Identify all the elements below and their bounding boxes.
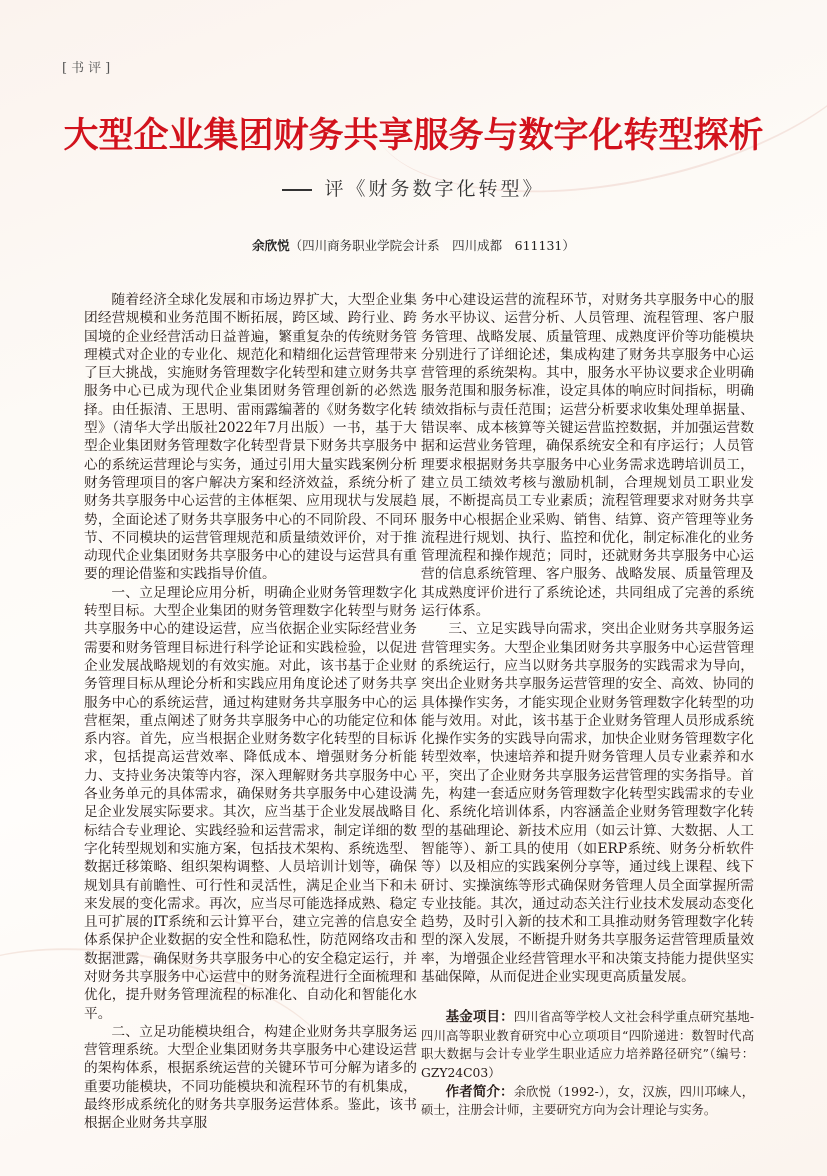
fund-note [421, 1008, 754, 1082]
article-title: 大型企业集团财务共享服务与数字化转型探析 [63, 116, 764, 156]
paragraph-section-2: 二、立足功能模块组合，构建企业财务共享服务运营管理系统。大型企业集团财务共享服务中心建设运营的架构体系，根据系统运营的关键环节可分解为诸多的重要功能模块，不同功能模块和流程环节的有机集成，最终形成系统化的财务共享服务运营体系。鉴此，该书根据企业财务共享服 [84, 1023, 417, 1132]
paragraph-intro: 随着经济全球化发展和市场边界扩大，大型企业集团经营规模和业务范围不断拓展，跨区域、跨行业、跨国境的企业经营活动日益普遍，繁重复杂的传统财务管理模式对企业的专业化、规范化和精细化运营管理带来了巨大挑战，实施财务管理数字化转型和建立财务共享服务中心已成为现代企业集团财务管理创新的必然选择。由任振清、王思明、雷雨露编著的《财务数字化转型》（清华大学出版社2022年7月出版）一书，基于大型企业集团财务管理数字化转型背景下财务共享服务中心的系统运营理论与实务，通过引用大量实践案例分析财务管理项目的客户解决方案和经济效益，系统分析了财务共享服务中心运营的主体框架、应用现状与发展趋势，全面论述了财务共享服务中心的不同阶段、不同环节、不同模块的运营管理规范和质量绩效评价，对于推动现代企业集团财务共享服务中心的建设与运营具有重要的理论借鉴和实践指导价值。 [84, 292, 417, 583]
subtitle-text: 评《财务数字化转型》 [324, 178, 545, 200]
em-dash-rule [282, 189, 312, 191]
author-affiliation: （四川商务职业学院会计系 四川成都 611131） [289, 238, 575, 253]
author-name: 余欣悦 [252, 238, 290, 253]
article-subtitle [0, 174, 827, 201]
fund-label: 基金项目： [445, 1009, 514, 1026]
paragraph-section-1: 一、立足理论应用分析，明确企业财务管理数字化转型目标。大型企业集团的财务管理数字化转型与财务共享服务中心的建设运营，应当依据企业实际经营业务需要和财务管理目标进行科学论证和实践检验，以促进企业发展战略规划的有效实施。对此，该书基于企业财务管理目标从理论分析和实践应用角度论述了财务共享服务中心的系统运营，通过构建财务共享服务中心的运营框架，重点阐述了财务共享服务中心的功能定位和体系内容。首先，应当根据企业财务数字化转型的目标诉求，包括提高运营效率、降低成本、增强财务分析能力、支持业务决策等内容，深入理解财务共享服务中心各业务单元的具体需求，确保财务共享服务中心建设满足企业发展实际要求。其次，应当基于企业发展战略目标结合专业理论、实践经验和运营需求，制定详细的数字化转型规划和实施方案，包括技术架构、系统选型、数据迁移策略、组织架构调整、人员培训计划等，确保规划具有前瞻性、可行性和灵活性，满足企业当下和未来发展的变化需求。再次，应当尽可能选择成熟、稳定且可扩展的IT系统和云计算平台，建立完善的信息安全体系保护企业数据的安全性和隐私性，防范网络攻击和数据泄露，确保财务共享服务中心的安全稳定运行，并对财务共享服务中心运营中的财务流程进行全面梳理和优化，提升财务管理流程的标准化、自动化和智能化水平。 [84, 584, 417, 1022]
fund-text: 四川省高等学校人文社会科学重点研究基地-四川高等职业教育研究中心立项项目“四阶递进：数智时代高职大数据与会计专业学生职业适应力培养路径研究”（编号：GZY24C03） [421, 1010, 755, 1081]
left-column [84, 291, 417, 1133]
author-byline [0, 236, 827, 254]
section-tag: [书评] [62, 61, 115, 76]
paragraph-section-2-continued: 务中心建设运营的流程环节，对财务共享服务中心的服务水平协议、运营分析、人员管理、流程管理、客户服务管理、战略发展、质量管理、成熟度评价等功能模块分别进行了详细论述，集成构建了财务共享服务中心运营管理的系统架构。其中，服务水平协议要求企业明确服务范围和服务标准，设定具体的响应时间指标，明确绩效指标与责任范围；运营分析要求收集处理单据量、错误率、成本核算等关键运营监控数据，并加强运营数据和运营业务管理，确保系统安全和有序运行；人员管理要求根据财务共享服务中心业务需求选聘培训员工，建立员工绩效考核与激励机制，合理规划员工职业发展，不断提高员工专业素质；流程管理要求对财务共享服务中心根据企业采购、销售、结算、资产管理等业务流程进行规划、执行、监控和优化，制定标准化的业务管理流程和操作规范；同时，还就财务共享服务中心运营的信息系统管理、客户服务、战略发展、质量管理及其成熟度评价进行了系统论述，共同组成了完善的系统运行体系。 [421, 292, 754, 620]
author-bio-text: 余欣悦（1992-），女，汉族，四川邛崃人，硕士，注册会计师，主要研究方向为会计理论与实务。 [421, 1084, 755, 1118]
author-bio [421, 1083, 754, 1120]
right-column [421, 291, 754, 1120]
paragraph-section-3: 三、立足实践导向需求，突出企业财务共享服务运营管理实务。大型企业集团财务共享服务中心运营管理的系统运行，应当以财务共享服务的实践需求为导向，突出企业财务共享服务运营管理的安全、高效、协同的具体操作实务，才能实现企业财务管理数字化转型的功能与效用。对此，该书基于企业财务管理人员形成系统化操作实务的实践导向需求，加快企业财务管理数字化转型效率，快速培养和提升财务管理人员专业素养和水平，突出了企业财务共享服务运营管理的实务指导。首先，构建一套适应财务管理数字化转型实践需求的专业化、系统化培训体系，内容涵盖企业财务管理数字化转型的基础理论、新技术应用（如云计算、大数据、人工智能等）、新工具的使用（如ERP系统、财务分析软件等）以及相应的实践案例分享等，通过线上课程、线下研讨、实操演练等形式确保财务管理人员全面掌握所需专业技能。其次，通过动态关注行业技术发展动态变化趋势，及时引入新的技术和工具推动财务管理数字化转型的深入发展，不断提升财务共享服务运营管理质量效率，为增强企业经营管理水平和决策支持能力提供坚实基础保障，从而促进企业实现更高质量发展。 [421, 621, 754, 985]
author-bio-label: 作者简介： [445, 1083, 514, 1100]
